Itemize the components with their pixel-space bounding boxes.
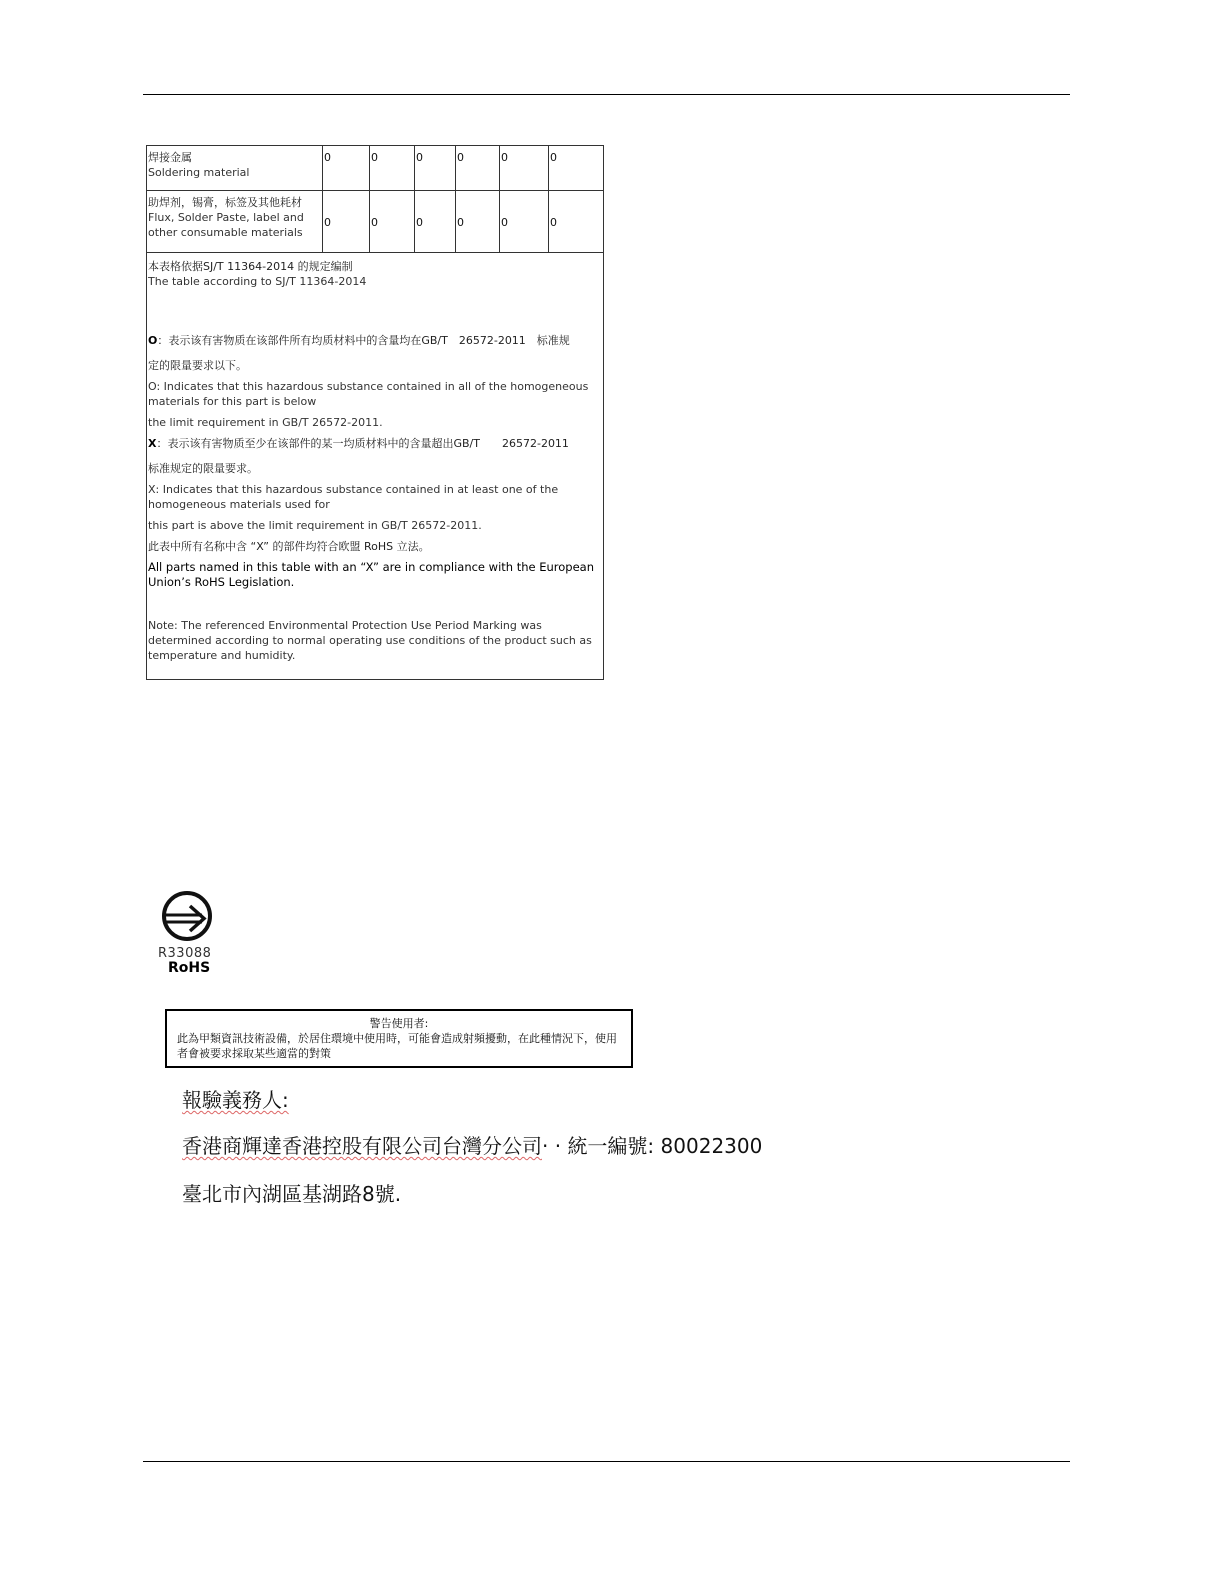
x-zh-line1: ：表示该有害物质至少在该部件的某一均质材料中的含量超出GB/T 26572-2011 <box>156 437 569 450</box>
class-a-warning-box <box>165 1009 633 1068</box>
o-mark: O <box>148 334 158 347</box>
substance-value: 0 <box>323 146 370 191</box>
o-zh-line2: 定的限量要求以下。 <box>148 359 247 372</box>
substance-value: 0 <box>456 146 500 191</box>
part-name-cell <box>147 146 323 191</box>
header-rule <box>143 94 1070 95</box>
basis-en: The table according to SJ/T 11364-2014 <box>148 275 367 288</box>
part-name-zh: 焊接金属 <box>148 151 192 164</box>
warning-title: 警告使用者: <box>369 1017 429 1030</box>
o-en-line1: O: Indicates that this hazardous substance contained in all of the homogeneous materials for this part is below <box>148 380 589 408</box>
bsmi-commodity-inspection-icon <box>158 888 216 944</box>
substance-value: 0 <box>456 191 500 253</box>
x-en-line2: this part is above the limit requirement in GB/T 26572-2011. <box>148 519 482 532</box>
hazardous-substance-table <box>146 145 604 680</box>
substance-value: 0 <box>415 191 456 253</box>
o-en-line2: the limit requirement in GB/T 26572-2011. <box>148 416 383 429</box>
o-zh-line1: ：表示该有害物质在该部件所有均质材料中的含量均在GB/T 26572-2011 标准规 <box>157 334 570 347</box>
substance-value: 0 <box>549 191 604 253</box>
substance-value: 0 <box>323 191 370 253</box>
part-name-en: Soldering material <box>148 166 250 179</box>
part-name-zh: 助焊剂，锡膏，标签及其他耗材 <box>148 196 302 209</box>
substance-value: 0 <box>500 191 549 253</box>
x-zh-line2: 标准规定的限量要求。 <box>148 462 258 475</box>
table-row <box>147 146 604 191</box>
registrant-label: 報驗義務人: <box>182 1088 289 1112</box>
rohs-compliance-en: All parts named in this table with an “X” are in compliance with the European Union’s RoHS Legislation. <box>148 560 595 589</box>
warning-body: 此為甲類資訊技術設備，於居住環境中使用時，可能會造成射頻擾動，在此種情況下，使用者會被要求採取某些適當的對策 <box>177 1032 617 1060</box>
registrant-company: 香港商輝達香港控股有限公司台灣分公司 <box>182 1134 542 1158</box>
registrant-id-value: 80022300 <box>660 1134 763 1158</box>
registrant-address: 臺北市內湖區基湖路8號. <box>182 1182 402 1206</box>
basis-zh: 本表格依据SJ/T 11364-2014 的规定编制 <box>148 260 353 273</box>
x-mark: X <box>148 437 157 450</box>
bsmi-mark <box>158 888 218 976</box>
registrant-company-line <box>182 1130 762 1159</box>
bsmi-code: R33088 <box>158 946 212 961</box>
table-row <box>147 191 604 253</box>
rohs-compliance-zh: 此表中所有名称中含 “X” 的部件均符合欧盟 RoHS 立法。 <box>148 540 430 553</box>
registrant-separator: · · <box>542 1134 568 1158</box>
part-name-en: Flux, Solder Paste, label and other consumable materials <box>148 211 304 239</box>
part-name-cell <box>147 191 323 253</box>
substance-value: 0 <box>370 146 415 191</box>
substance-value: 0 <box>370 191 415 253</box>
table-notes-row <box>147 253 604 680</box>
epup-note: Note: The referenced Environmental Protection Use Period Marking was determined according to normal operating use conditions of the product such as temperature and humidity. <box>148 619 592 662</box>
footer-rule <box>143 1461 1070 1462</box>
table-notes <box>147 253 604 680</box>
substance-value: 0 <box>549 146 604 191</box>
substance-value: 0 <box>500 146 549 191</box>
x-en-line1: X: Indicates that this hazardous substance contained in at least one of the homogeneous materials used for <box>148 483 559 511</box>
registrant-id-label: 統一編號: <box>567 1134 655 1158</box>
bsmi-rohs-label: RoHS <box>168 960 211 976</box>
substance-value: 0 <box>415 146 456 191</box>
